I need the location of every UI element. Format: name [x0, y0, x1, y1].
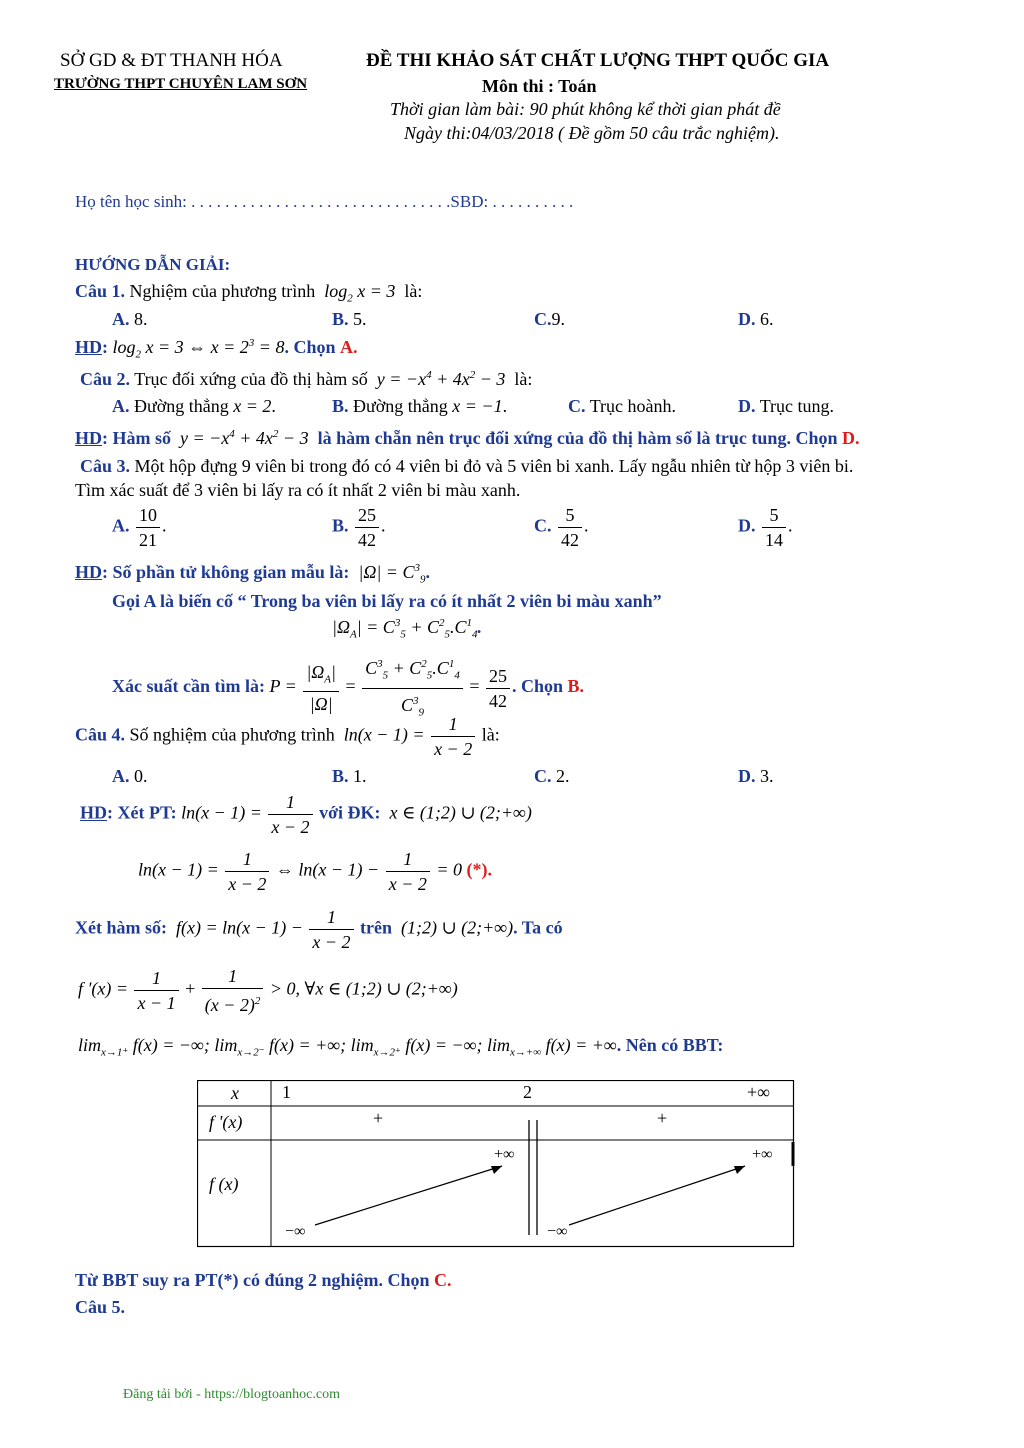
bbt-row-x: x [231, 1083, 239, 1103]
question-2 [80, 369, 532, 390]
q4-option-d: D. 3. [738, 766, 774, 786]
question-4: Câu 4. Số nghiệm của phương trình ln(x − 1) = $\frac{1}{x - 2}$ là: [75, 714, 500, 759]
duration: Thời gian làm bài: 90 phút không kể thời gian phát đề [390, 99, 781, 119]
question-text: Trục đối xứng của đồ thị hàm số [134, 369, 368, 389]
q3-event: Gọi A là biến cố “ Trong ba viên bi lấy ra có ít nhất 2 viên bi màu xanh” [112, 591, 662, 611]
bbt-bot1: −∞ [285, 1223, 306, 1240]
bbt-sign2: + [657, 1108, 668, 1128]
q2-option-c: C. Trục hoành. [568, 396, 677, 416]
q2-option-d: D. Trục tung. [738, 396, 835, 416]
q4-derivative: f '(x) = $\frac{1}{x - 1}$ + $\frac{1}{(x - 2)^2}$ > 0, ∀x ∈ (1;2) ∪ (2;+∞) [78, 966, 458, 1015]
question-3-line2: Tìm xác suất để 3 viên bi lấy ra có ít nhất 2 viên bi màu xanh. [75, 480, 521, 500]
question-label: Câu 2. [80, 369, 131, 389]
q4-limits: $\lim_{x\to 1^+} f(x)$ = −∞; $\lim_{x\to 2^-} f(x)$ = +∞; $\lim_{x\to 2^+} f(x)$ = −∞; $\lim_{x\to+\infty} f(x)$ = +∞. Nên có BBT: [78, 1035, 724, 1059]
question-3 [80, 456, 853, 477]
exam-date: Ngày thi:04/03/2018 ( Đề gồm 50 câu trắc nghiệm). [404, 123, 780, 143]
q4-option-c: C. 2. [534, 766, 570, 786]
school-name: TRƯỜNG THPT CHUYÊN LAM SƠN [54, 76, 308, 92]
bbt-top1: +∞ [494, 1146, 515, 1163]
bbt-bot2: −∞ [547, 1223, 568, 1240]
q4-solution-start: HD: Xét PT: ln(x − 1) = $\frac{1}{x - 2}$ với ĐK: x ∈ (1;2) ∪ (2;+∞) [80, 792, 532, 837]
bbt-top2: +∞ [752, 1146, 773, 1163]
bbt-x3: +∞ [747, 1082, 770, 1102]
question-label: Câu 1. [75, 281, 126, 301]
q3-probability: Xác suất cần tìm là: P = $\frac{|\Omega_A|}{|\Omega|}$ = $\frac{C^3_5 + C^2_5.C^1_4}{C^3_9}$ = $\frac{25}{42}$ . Chọn B. [112, 652, 584, 724]
q3-event-count: $|\Omega_A| = C^3_5 + C^2_5.C^1_4$. [332, 617, 482, 641]
student-info-line: Họ tên học sinh: . . . . . . . . . . . . . . . . . . . . . . . . . . . . . . .SBD: . . . . . . . . . . [75, 192, 574, 211]
q4-function: Xét hàm số: f(x) = ln(x − 1) − $\frac{1}{x - 2}$ trên (1;2) ∪ (2;+∞). Ta có [75, 907, 563, 952]
q4-equation-transform: ln(x − 1) = $\frac{1}{x - 2}$ ⇔ ln(x − 1) − $\frac{1}{x - 2}$ = 0 (*). [138, 849, 492, 894]
answer: B. [567, 676, 585, 697]
equation: $\log_2 x = 3$ [319, 281, 400, 305]
question-text: Một hộp đựng 9 viên bi trong đó có 4 viên bi đỏ và 5 viên bi xanh. Lấy ngẫu nhiên từ hộp 3 viên bi. [134, 456, 854, 476]
answer: A. [339, 337, 358, 357]
q4-option-a: A. 0. [112, 766, 148, 786]
question-1 [75, 281, 422, 305]
bbt-row-fprime: f '(x) [209, 1112, 243, 1132]
q1-solution: HD: $\log_2 x = 3$ ⇔ $x = 2^3 = 8$. Chọn A. [75, 337, 358, 361]
q1-option-b: B. 5. [332, 309, 367, 329]
q3-option-b: B. $\frac{25}{42}$ . [332, 505, 386, 550]
variation-table [197, 1080, 795, 1248]
q1-option-a: A. 8. [112, 309, 148, 329]
question-label: Câu 4. [75, 724, 126, 745]
bbt-x2: 2 [523, 1082, 532, 1102]
subject: Môn thi : Toán [482, 76, 597, 96]
q3-option-d: D. $\frac{5}{14}$ . [738, 505, 793, 550]
q2-solution: HD: Hàm số $y = -x^4 + 4x^2 - 3$ là hàm chẵn nên trục đối xứng của đồ thị hàm số là trục tung. Chọn D. [75, 428, 860, 448]
question-label: Câu 3. [80, 456, 131, 476]
hd-label: HD [75, 337, 102, 357]
exam-title: ĐỀ THI KHẢO SÁT CHẤT LƯỢNG THPT QUỐC GIA [366, 50, 830, 71]
q3-option-a: A. $\frac{10}{21}$ . [112, 505, 167, 550]
q1-option-d: D. 6. [738, 309, 774, 329]
q3-solution: HD: Số phần tử không gian mẫu là: $|\Omega| = C^3_9$. [75, 562, 430, 586]
department-name: SỞ GD & ĐT THANH HÓA [60, 50, 283, 71]
equation: $y = -x^4 + 4x^2 - 3$ [372, 369, 510, 389]
q3-option-c: C. $\frac{5}{42}$ . [534, 505, 589, 550]
answer: D. [841, 428, 860, 448]
bbt-x1: 1 [282, 1082, 291, 1102]
question-tail: là: [514, 369, 533, 389]
section-title: HƯỚNG DẪN GIẢI: [75, 255, 231, 274]
q4-conclusion: Từ BBT suy ra PT(*) có đúng 2 nghiệm. Chọn C. [75, 1270, 452, 1290]
answer: C. [434, 1270, 452, 1290]
bbt-sign1: + [373, 1108, 384, 1128]
q2-option-b: B. Đường thẳng x = −1. [332, 396, 508, 416]
footer-credit: Đăng tải bởi - https://blogtoanhoc.com [123, 1387, 340, 1402]
bbt-row-f: f (x) [209, 1174, 239, 1194]
question-text: Số nghiệm của phương trình [129, 724, 335, 745]
q4-option-b: B. 1. [332, 766, 367, 786]
question-tail: là: [404, 281, 423, 301]
question-text: Nghiệm của phương trình [129, 281, 316, 301]
question-5-label: Câu 5. [75, 1297, 126, 1317]
q2-option-a: A. Đường thẳng x = 2. [112, 396, 276, 416]
q1-option-c: C.9. [534, 309, 565, 329]
